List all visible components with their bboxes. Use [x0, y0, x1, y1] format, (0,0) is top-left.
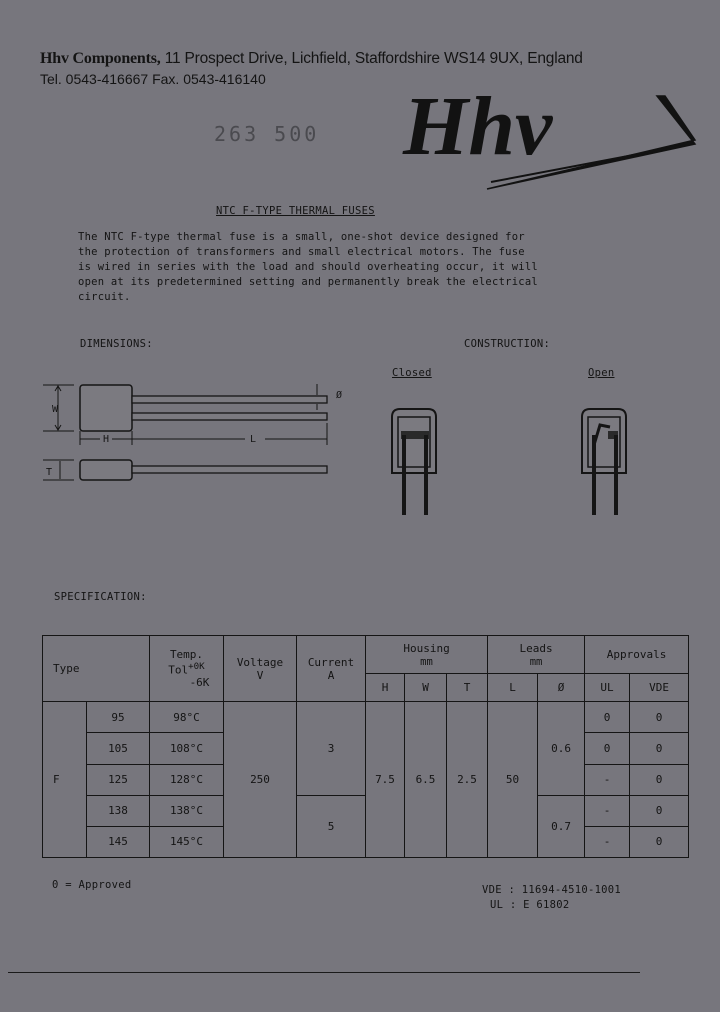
g-cell-07: 0.7 [538, 795, 585, 857]
company-address: 11 Prospect Drive, Lichfield, Staffordshire WS14 9UX, England [164, 50, 583, 67]
logo-text: Hhv [403, 88, 553, 173]
ul-cell: - [585, 795, 630, 826]
vde-col-header: VDE [630, 674, 689, 702]
part-number: 263 500 [214, 122, 320, 146]
type-header: Type [43, 636, 150, 702]
current-cell-5: 5 [297, 795, 366, 857]
closed-fuse-drawing [388, 405, 444, 520]
temp-cell: 128°C [150, 764, 224, 795]
vde-cell: 0 [630, 702, 689, 733]
housing-header: Housing mm [366, 636, 488, 674]
g-cell-06: 0.6 [538, 702, 585, 795]
nominal-cell: 105 [87, 733, 150, 764]
h-label: H [103, 434, 110, 445]
doc-title: NTC F-TYPE THERMAL FUSES [216, 205, 375, 217]
bottom-rule [8, 972, 640, 973]
l-cell: 50 [488, 702, 538, 858]
specification-table [42, 635, 689, 858]
current-header: Current A [297, 636, 366, 702]
vde-cell: 0 [630, 795, 689, 826]
company-header [40, 50, 583, 68]
hhv-logo [395, 88, 700, 193]
voltage-cell: 250 [224, 702, 297, 858]
temp-cell: 98°C [150, 702, 224, 733]
g-col-header: Ø [538, 674, 585, 702]
approval-legend: 0 = Approved [52, 879, 132, 891]
l-col-header: L [488, 674, 538, 702]
approvals-header: Approvals [585, 636, 689, 674]
vde-cell: 0 [630, 826, 689, 857]
nominal-cell: 125 [87, 764, 150, 795]
doc-description: The NTC F-type thermal fuse is a small, one-shot device designed for the protection of transformers and small electrical motors. The fuse is wired in series with the load and should overheating occur, it will open at its predetermined setting and permanently break the electrical circuit. [78, 231, 539, 303]
ul-cell: 0 [585, 733, 630, 764]
current-cell-3: 3 [297, 702, 366, 795]
h-cell: 7.5 [366, 702, 405, 858]
nominal-cell: 95 [87, 702, 150, 733]
ul-col-header: UL [585, 674, 630, 702]
open-label: Open [588, 367, 615, 379]
company-name: Hhv Components, [40, 50, 161, 67]
ul-cell: - [585, 826, 630, 857]
vde-cell: 0 [630, 764, 689, 795]
dimensions-heading: DIMENSIONS: [80, 338, 153, 350]
vde-cell: 0 [630, 733, 689, 764]
w-cell: 6.5 [405, 702, 447, 858]
open-fuse-drawing [578, 405, 634, 520]
temp-cell: 145°C [150, 826, 224, 857]
temp-cell: 138°C [150, 795, 224, 826]
w-col-header: W [405, 674, 447, 702]
t-label: T [46, 467, 53, 478]
nominal-cell: 145 [87, 826, 150, 857]
dimensions-drawing [40, 375, 360, 490]
voltage-header: Voltage V [224, 636, 297, 702]
temp-cell: 108°C [150, 733, 224, 764]
ul-cell: 0 [585, 702, 630, 733]
leads-header: Leads mm [488, 636, 585, 674]
company-contact: Tel. 0543-416667 Fax. 0543-416140 [40, 71, 266, 87]
type-cell: F [43, 702, 87, 858]
l-label: L [250, 434, 257, 445]
t-col-header: T [447, 674, 488, 702]
nominal-cell: 138 [87, 795, 150, 826]
ul-cell: - [585, 764, 630, 795]
specification-heading: SPECIFICATION: [54, 591, 147, 603]
closed-label: Closed [392, 367, 432, 379]
vde-number: VDE : 11694-4510-1001 [482, 884, 622, 896]
diameter-label: Ø [336, 390, 343, 401]
certification-numbers [482, 883, 621, 913]
temp-header: Temp. Tol$^{+0K}$ -6K [150, 636, 224, 702]
w-label: W [52, 404, 59, 415]
t-cell: 2.5 [447, 702, 488, 858]
construction-heading: CONSTRUCTION: [464, 338, 551, 350]
ul-number: UL : E 61802 [490, 899, 570, 911]
h-col-header: H [366, 674, 405, 702]
